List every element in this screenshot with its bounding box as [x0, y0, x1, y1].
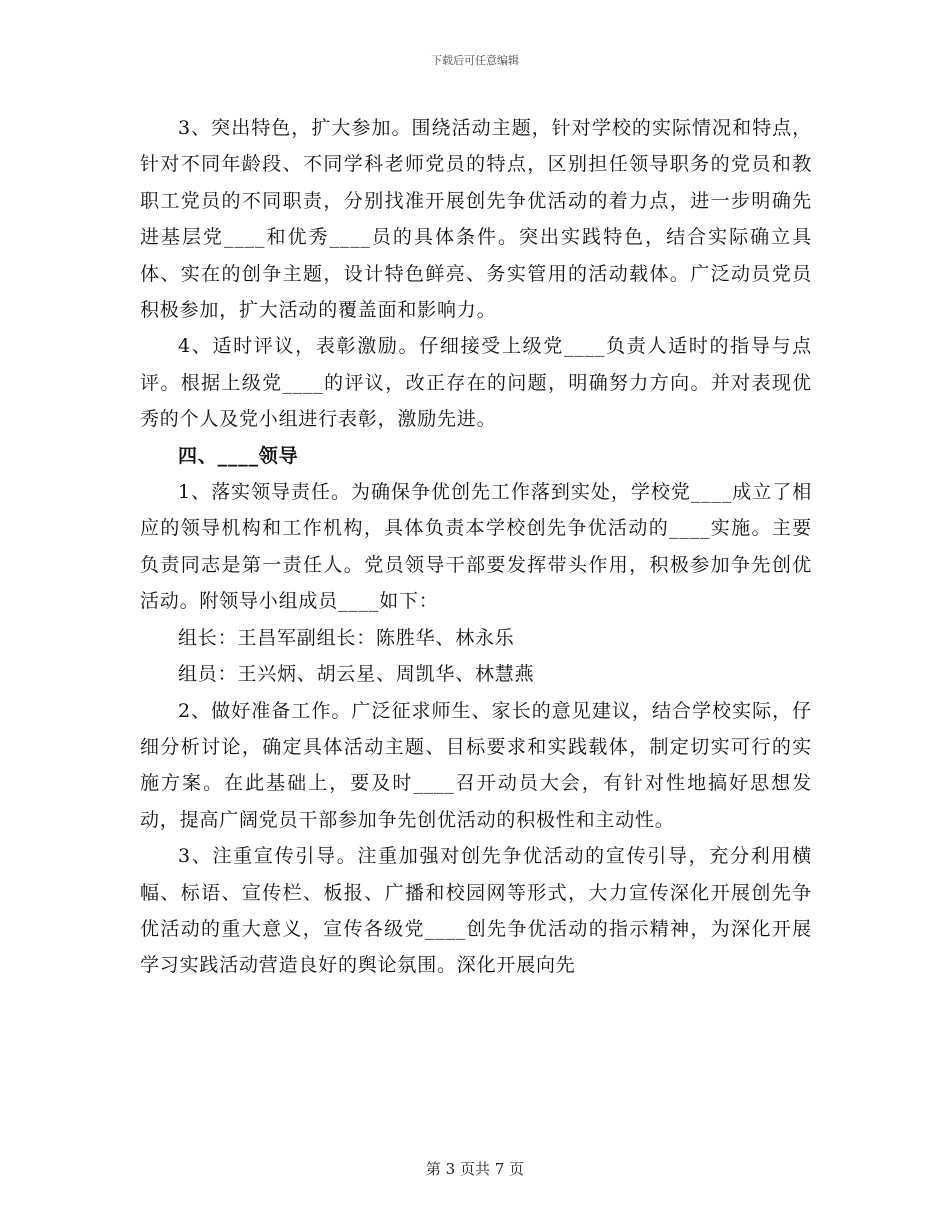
paragraph-timely-review: 4、适时评议，表彰激励。仔细接受上级党____负责人适时的指导与点评。根据上级党____的评议，改正存在的问题，明确努力方向。并对表现优秀的个人及党小组进行表彰，激励先进。 [140, 335, 812, 431]
section-heading-leadership: 四、____领导 [178, 444, 299, 467]
paragraph-publicity: 3、注重宣传引导。注重加强对创先争优活动的宣传引导，充分利用横幅、标语、宣传栏、板报、广播和校园网等形式，大力宣传深化开展创先争优活动的重大意义，宣传各级党____创先争优活动的指示精神，为深化开展学习实践活动营造良好的舆论氛围。深化开展向先 [140, 845, 812, 977]
document-body [140, 110, 812, 984]
paragraph-preparation: 2、做好准备工作。广泛征求师生、家长的意见建议，结合学校实际，仔细分析讨论，确定具体活动主题、目标要求和实践载体，制定切实可行的实施方案。在此基础上，要及时____召开动员大会，有针对性地搞好思想发动，提高广阔党员干部参加争先创优活动的积极性和主动性。 [140, 699, 812, 831]
paragraph-leadership-responsibility: 1、落实领导责任。为确保争优创先工作落到实处，学校党____成立了相应的领导机构和工作机构，具体负责本学校创先争优活动的____实施。主要负责同志是第一责任人。党员领导干部要发挥带头作用，积极参加争先创优活动。附领导小组成员____如下： [140, 481, 812, 613]
members-line: 组员：王兴炳、胡云星、周凯华、林慧燕 [178, 663, 535, 686]
paragraph-highlight-features: 3、突出特色，扩大参加。围绕活动主题，针对学校的实际情况和特点，针对不同年龄段、不同学科老师党员的特点，区别担任领导职务的党员和教职工党员的不同职责，分别找准开展创先争优活动的着力点，进一步明确先进基层党____和优秀____员的具体条件。突出实践特色，结合实际确立具体、实在的创争主题，设计特色鲜亮、务实管用的活动载体。广泛动员党员积极参加，扩大活动的覆盖面和影响力。 [140, 117, 812, 322]
leaders-line: 组长：王昌军副组长：陈胜华、林永乐 [178, 626, 515, 649]
page-number: 第 3 页共 7 页 [425, 1160, 525, 1178]
header-note: 下载后可任意编辑 [431, 54, 519, 67]
